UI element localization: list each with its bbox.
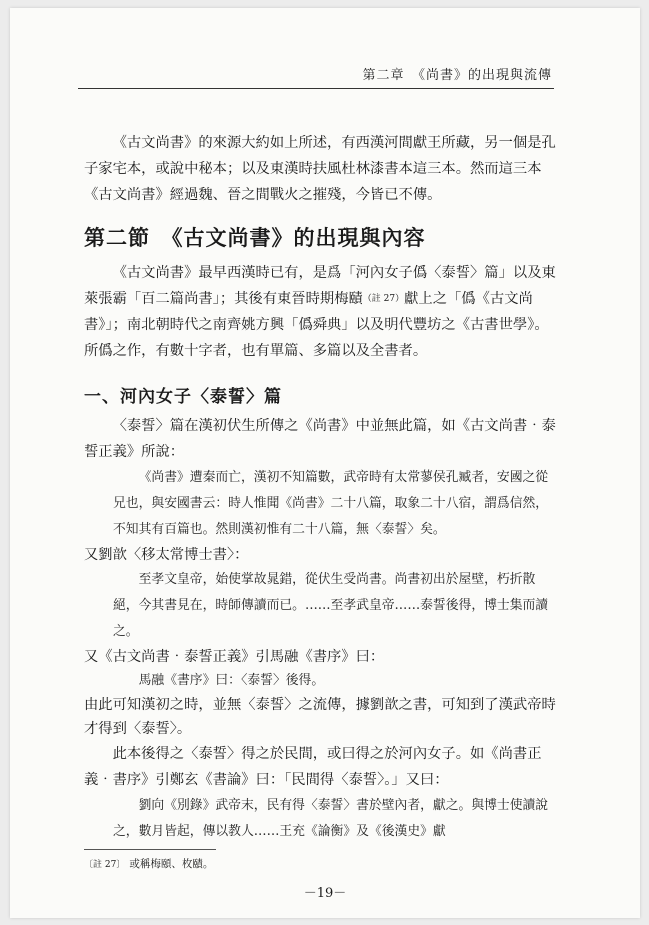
book-page [10,8,640,918]
footnote-reference[interactable]: （註 27） [362,294,405,304]
block-quote-liuxin: 至孝文皇帝，始使掌故晁錯，從伏生受尚書。尚書初出於屋壁，朽折散絕，今其書見在，時師傳讀而已。……至孝武皇帝……泰誓後得，博士集而讀之。 [113,572,549,639]
later-paragraph: 此本後得之〈泰誓〉得之於民間，或曰得之於河內女子。如《尚書正義‧書序》引鄭玄《書論》曰：「民間得〈泰誓〉。」又曰： [84,746,542,788]
liuxin-intro-line: 又劉歆〈移太常博士書〉： [84,547,249,563]
block-quote-zhengyi: 《尚書》遭秦而亡，漢初不知篇數，武帝時有太常蓼侯孔臧者，安國之從兄也，與安國書云：時人惟聞《尚書》二十八篇，取象二十八宿，謂爲信然，不知其有百篇也。然則漢初惟有二十八篇，無〈泰誓〉矣。 [113,470,549,537]
footnote-number: 〔註 27〕 [84,860,126,870]
taishi-paragraph: 〈泰誓〉篇在漢初伏生所傳之《尚書》中並無此篇，如《古文尚書‧泰誓正義》所說： [84,418,556,460]
section-paragraph-part-a: 《古文尚書》最早西漢時已有，是爲「河內女子僞〈泰誓〉篇」以及東萊張霸「百二篇尚書」；其後有東晉時期梅賾 [84,265,556,307]
header-rule [78,88,554,89]
page-number: －19－ [303,886,347,901]
block-quote-maorong: 馬融《書序》曰：〈泰誓〉後得。 [138,673,325,688]
section-paragraph [84,260,556,364]
footnote-rule [84,849,216,850]
section-paragraph-part-b: 獻上之「僞《古文尚書》」；南北朝時代之南齊姚方興「僞舜典」以及明代豐坊之《古書世學》。所僞之作，有數十字者，也有單篇、多篇以及全書者。 [84,291,549,359]
subsection-title: 一、河內女子〈泰誓〉篇 [84,387,282,407]
maorong-intro-line: 又《古文尚書‧泰誓正義》引馬融《書序》曰： [84,649,385,665]
conclusion-paragraph: 由此可知漢初之時，並無〈泰誓〉之流傳，據劉歆之書，可知到了漢武帝時才得到〈泰誓〉。 [84,697,556,737]
footnote-text: 或稱梅頤、枚賾。 [129,858,214,870]
footnote [84,856,213,871]
block-quote-bielu: 劉向《別錄》武帝末，民有得〈泰誓〉書於壁內者，獻之。與博士使讀說之，數月皆起，傳以教人……王充《論衡》及《後漢史》獻 [113,798,549,839]
intro-paragraph: 《古文尚書》的來源大約如上所述，有西漢河間獻王所藏，另一個是孔子家宅本，或說中秘本；以及東漢時扶風杜林漆書本這三本。然而這三本《古文尚書》經過魏、晉之間戰火之摧殘，今皆已不傳。 [84,135,556,203]
running-head: 第二章 《尚書》的出現與流傳 [362,68,552,83]
section-title: 第二節 《古文尚書》的出現與內容 [84,225,426,250]
main-text [84,130,556,845]
